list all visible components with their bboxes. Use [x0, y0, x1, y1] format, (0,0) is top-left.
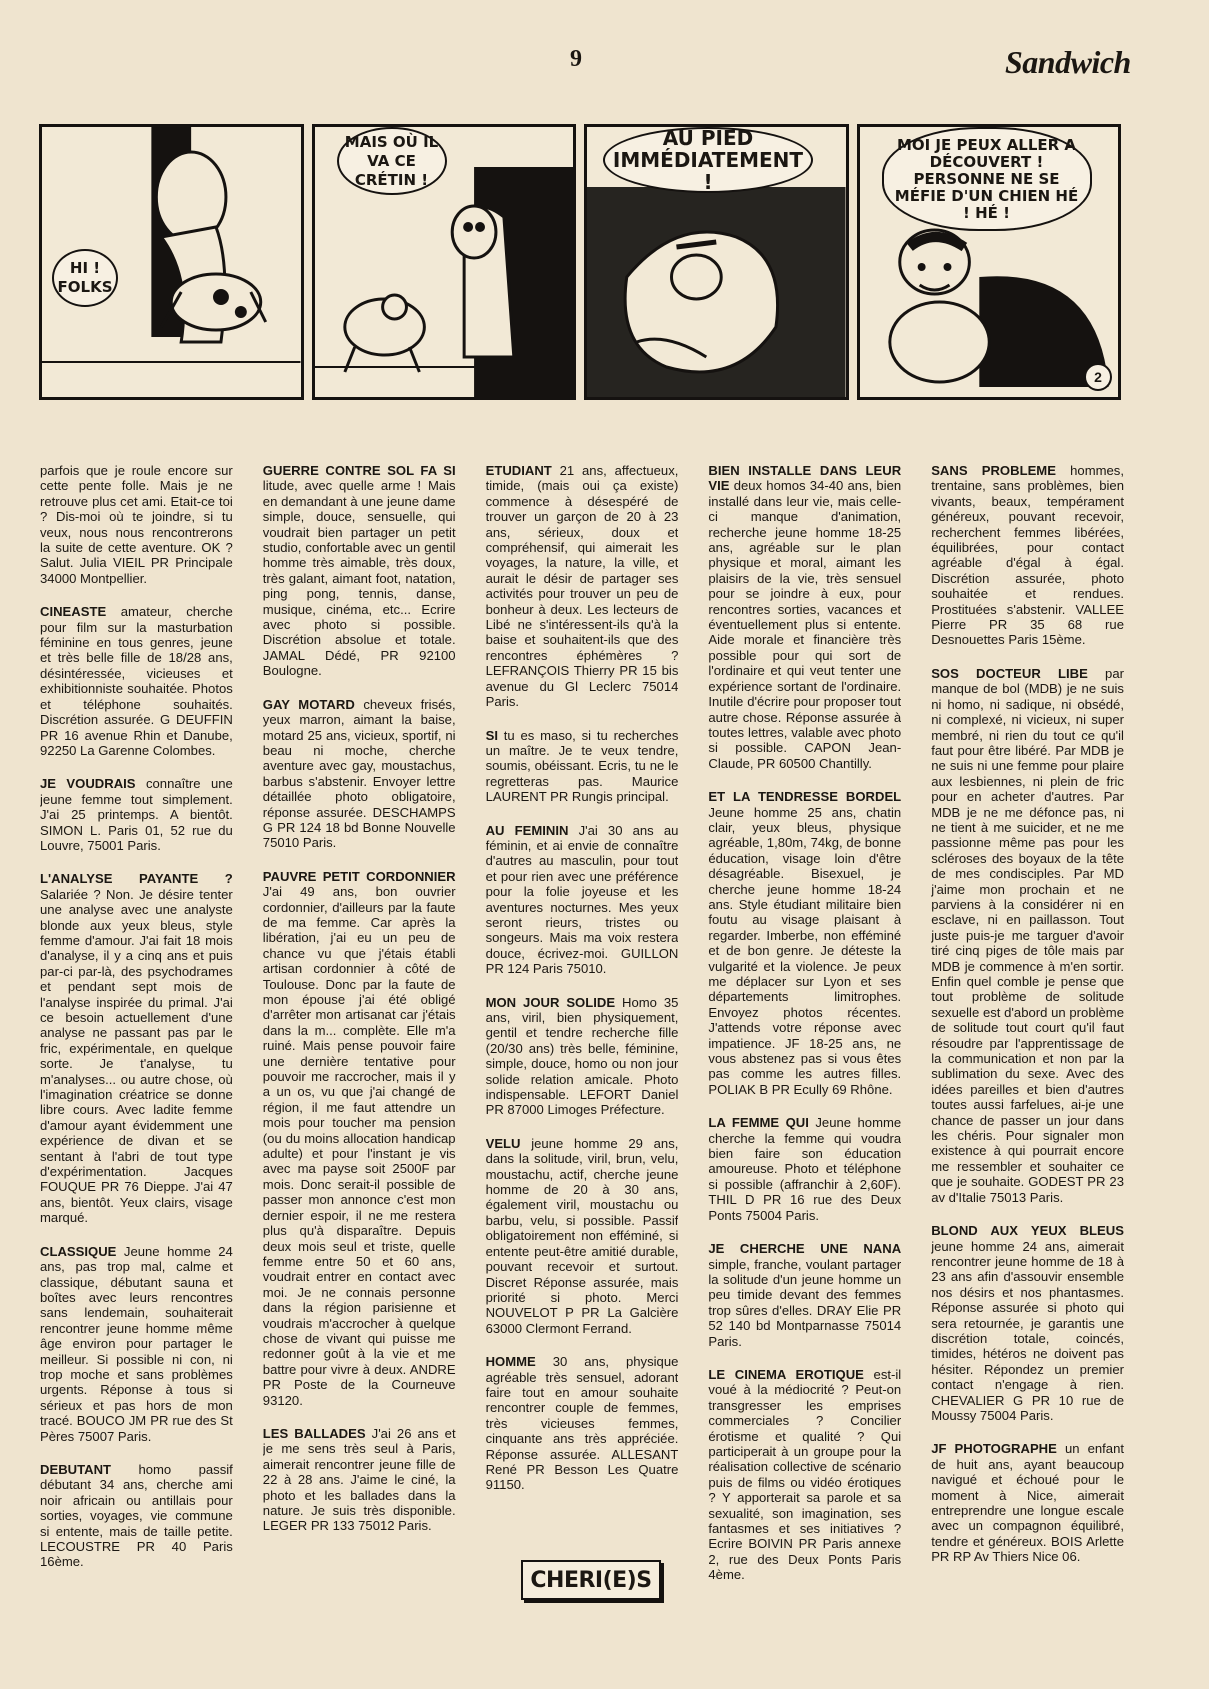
- column-4: [708, 463, 901, 1648]
- comic-panel-3: [584, 124, 849, 400]
- classified-ad: PAUVRE PETIT CORDONNIER J'ai 49 ans, bon ouvrier cordonnier, d'ailleurs par la faute de ma femme. Car après la libération, j'ai eu un peu de chance vu que j'étais établi artisan cordonnier à côté de Toulouse. Donc par la faute de mon épouse j'ai été obligé d'arrêter mon artisanat car j'étais dans la m... complète. Elle m'a ruiné. Mais pense pouvoir faire une dernière tentative pour pouvoir me raccrocher, mais il y a un os, vu que j'ai changé de région, il me faut attendre un mois pour toucher ma pension (ou du moins allocation handicap adulte) et pour l'instant je vis avec ma payse soit 2500F par mois. Donc serait-il possible de passer mon annonce c'est mon dernier espoir, il ne me restera plus qu'à disparaître. Depuis deux mois seul et triste, quelle femme entre 50 et 60 ans, voudrait entrer en contact avec moi. Je ne connais personne dans la région parisienne et voudrais m'accrocher à quelque chose de vivant qui puisse me redonner goût à la vie et me battre pour vivre à deux. ANDRE PR Poste de la Courneuve 93120.: [262, 868, 456, 1408]
- classified-ad: BLOND AUX YEUX BLEUS jeune homme 24 ans, aimerait rencontrer jeune homme de 18 à 23 ans afin d'assouvir ensemble nos désirs et nos phantasmes. Réponse assurée si photo qui sera retournée, je garantis une discrétion totale, coincés, timides, hétéros ne doivent pas hésiter. Répondez un premier contact n'engage à rien. CHEVALIER G PR 10 rue de Moussy 75004 Paris.: [931, 1223, 1124, 1423]
- classified-ad: GUERRE CONTRE SOL FA SI litude, avec quelle arme ! Mais en demandant à une jeune dame simple, douce, sensuelle, qui voudrait bien partager un petit studio, confortable avec un gentil homme très aimable, très doux, très galant, aimant foot, natation, ping pong, tennis, danse, musique, cinéma, etc... Ecrire avec photo si possible. Discrétion absolue et totale. JAMAL Dédé, PR 92100 Boulogne.: [262, 463, 456, 679]
- classified-ad: CINEASTE amateur, cherche pour film sur la masturbation féminine en tous genres, jeune et très belle fille de 18/28 ans, désintéressée, vicieuses et exhibitionniste souhaitée. Photos et téléphone souhaités. Discrétion assurée. G DEUFFIN PR 16 avenue Rhin et Danube, 92250 La Garenne Colombes.: [40, 604, 233, 758]
- column-1: [40, 463, 233, 1648]
- classified-ad: SANS PROBLEME hommes, trentaine, sans problèmes, bien vivants, beaux, tempérament généreux, pouvant recevoir, recherchent femmes libérées, équilibrées, pour contact agréable d'égal à égal. Discrétion assurée, photo souhaitée et rendues. Prostituées s'abstenir. VALLEE Pierre PR 35 68 rue Desnouettes Paris 15ème.: [931, 463, 1124, 648]
- speech-bubble-1: HI ! FOLKS: [52, 249, 118, 307]
- classified-ad: AU FEMININ J'ai 30 ans au féminin, et ai envie de connaître d'autres au masculin, pour tout et pour rien avec une préférence pour la folie joyeuse et les aventures nocturnes. Mes yeux seront rieurs, tristes ou songeurs. Mais ma voix restera douce, écrivez-moi. GUILLON PR 124 Paris 75010.: [485, 822, 679, 977]
- comic-panel-4: [857, 124, 1122, 400]
- classified-ad: SI tu es maso, si tu recherches un maître. Je te veux tendre, soumis, obéissant. Ecris, tu ne le regretteras pas. Maurice LAURENT PR Rungis principal.: [485, 727, 679, 805]
- panel-number: 2: [1084, 363, 1112, 391]
- classified-ad: parfois que je roule encore sur cette pente folle. Mais je ne retrouve plus cet ami. Etait-ce toi ? Dis-moi où te joindre, si tu veux, nous nous rencontrerons la suite de cette aventure. OK ? Salut. Julia VIEIL PR Principale 34000 Montpellier.: [40, 463, 233, 586]
- classified-ad: L'ANALYSE PAYANTE ? Salariée ? Non. Je désire tenter une analyse avec une analyste blonde aux yeux bleus, style femme d'amour. J'ai fait 18 mois d'analyse, il y a cinq ans et puis par-ci par-là, des psychodrames et pendant sept mois de l'analyse inspirée du primal. J'ai ce besoin actuellement d'une analyse ne passant pas par le fric, expérimentale, en quelque sorte. Je t'analyse, tu m'analyses... ou autre chose, où l'imagination créatrice se donne libre cours. Avec ladite femme d'amour ayant évidemment une expérience de divan et se sentant à l'abri de tout type d'expérimentation. Jacques FOUQUE PR 76 Dieppe. J'ai 47 ans, bientôt. Yeux clairs, visage marqué.: [40, 871, 233, 1226]
- classified-ad: HOMME 30 ans, physique agréable très sensuel, adorant faire tout en amour souhaite rencontrer couple de femmes, très vicieuses femmes, cinquante ans très appréciée. Réponse assurée. ALLESANT René PR Besson Les Quatre 91150.: [485, 1354, 679, 1493]
- comic-strip: [39, 124, 1121, 400]
- classified-ad: DEBUTANT homo passif débutant 34 ans, cherche ami noir africain ou antillais pour sorties, voyages, vie commune si entente, mais de taille petite. LECOUSTRE PR 40 Paris 16ème.: [40, 1461, 233, 1570]
- section-label: CHERI(E)S: [521, 1560, 661, 1600]
- classified-ad: SOS DOCTEUR LIBE par manque de bol (MDB) je ne suis ni homo, ni sadique, ni obsédé, ni complexé, ni vicieux, ni super membré, ni rien du tout ce qu'il faut pour être libéré. Par MDB je ne suis ni une femme pour plaire aux lesbiennes, ni plein de fric pour en acheter d'autres. Par MDB je ne me défonce pas, ni ne tient à me suicider, et ne me passionne même pas pour les scléroses des boyaux de la tête de mes condisciples. Par MD j'aime mon prochain et ne parviens à la considérer ni en esclave, ni en paillasson. Tout juste puis-je me targuer d'avoir tiré cinq piges de tôle mais par MDB je commence à m'en sortir. Enfin quel comble je pense que tout problème de solitude sexuelle est d'abord un problème de solitude tout court qu'il faut résoudre par l'apprentissage de la communication et non par la sublimation du sexe. Avec des idées pareilles et bien d'autres toutes aussi farfelues, ai-je une chance de passer un jour dans les chéris. Pour signaler mon existence à qui pourrait encore me ressembler et souhaiter ce que je souhaite. GODEST PR 23 av d'Italie 75013 Paris.: [931, 665, 1124, 1205]
- classified-ad: ETUDIANT 21 ans, affectueux, timide, (mais oui ça existe) commence à désespéré de trouver un garçon de 20 à 23 ans, sérieux, doux et compréhensif, qui aimerait les voyages, la nature, la ville, et aurait le désir de partager ses activités pour trouver un peu de bonheur à deux. Les lecteurs de Libé ne s'intéressent-ils qu'à la baise et souhaitent-ils que des rencontres éphémères ? LEFRANÇOIS Thierry PR 15 bis avenue du Gl Leclerc 75014 Paris.: [485, 463, 679, 710]
- speech-bubble-4: MOI JE PEUX ALLER A DÉCOUVERT ! PERSONNE NE SE MÉFIE D'UN CHIEN HÉ ! HÉ !: [882, 127, 1092, 231]
- classified-ad: JE VOUDRAIS connaître une jeune femme tout simplement. J'ai 25 printemps. A bientôt. SIMON L. Paris 01, 52 rue du Louvre, 75001 Paris.: [40, 776, 233, 853]
- classified-ad: GAY MOTARD cheveux frisés, yeux marron, aimant la baise, motard 25 ans, vicieux, sportif, ni beau ni moche, cherche aventure avec gay, moustachus, barbus s'abstenir. Envoyer lettre détaillée photo obligatoire, réponse assurée. DESCHAMPS G PR 124 18 bd Bonne Nouvelle 75010 Paris.: [262, 696, 456, 851]
- comic-panel-1: [39, 124, 304, 400]
- classified-ad: LA FEMME QUI Jeune homme cherche la femme qui voudra bien faire son éducation amoureuse. Photo et téléphone si possible (affranchir à 2,60F). THIL D PR 16 rue des Deux Ponts 75004 Paris.: [708, 1115, 902, 1223]
- classified-ad: LE CINEMA EROTIQUE est-il voué à la médiocrité ? Peut-on transgresser les emprises commerciales ? Concilier érotisme et qualité ? Qui participerait à un groupe pour la réalisation collective de scénario puis de films ou vidéo érotiques ? Y apporterait sa parole et sa sexualité, son imagination, ses fantasmes et ses initiatives ? Ecrire BOIVIN PR Paris annexe 2, rue des Deux Ponts Paris 4ème.: [708, 1366, 902, 1583]
- classified-columns: [40, 463, 1124, 1648]
- classified-ad: ET LA TENDRESSE BORDEL Jeune homme 25 ans, chatin clair, yeux bleus, physique agréable, 1,80m, 74kg, de bonne éducation, visage loin d'être désagréable. Bisexuel, je cherche jeune homme 18-24 ans. Style étudiant militaire bien foutu au visage plaisant à regarder. Imberbe, non efféminé et de bon genre. Je déteste la vulgarité et la violence. Je peux me déplacer sur Lyon et ses départements limitrophes. Envoyez photos récentes. J'attends votre réponse avec impatience. JF 18-25 ans, ne vous abstenez pas si vous êtes pas comme les autres filles. POLIAK B PR Ecully 69 Rhône.: [708, 789, 902, 1097]
- classified-ad: LES BALLADES J'ai 26 ans et je me sens très seul à Paris, aimerait rencontrer jeune fille de 22 à 28 ans. J'aime le ciné, la photo et les ballades dans la nature. Je suis très disponible. LEGER PR 133 75012 Paris.: [262, 1425, 456, 1534]
- classified-ad: MON JOUR SOLIDE Homo 35 ans, viril, bien physiquement, gentil et tendre recherche fille (20/30 ans) très belle, féminine, simple, douce, homo ou non jour solide relation amicale. Photo indispensable. LEFORT Daniel PR 87000 Limoges Préfecture.: [485, 994, 679, 1118]
- speech-bubble-3: AU PIED IMMÉDIATEMENT !: [603, 127, 813, 193]
- column-5: [931, 463, 1124, 1648]
- classified-ad: JF PHOTOGRAPHE un enfant de huit ans, ayant beaucoup navigué et échoué pour le moment à Nice, aimerait entreprendre une longue escale avec un compagnon équilibré, tendre et généreux. BOIS Arlette PR RP Av Thiers Nice 06.: [931, 1441, 1124, 1565]
- speech-bubble-2: MAIS OÙ IL VA CE CRÉTIN !: [337, 127, 447, 195]
- classified-ad: BIEN INSTALLE DANS LEUR VIE deux homos 34-40 ans, bien installé dans leur vie, mais celle-ci manque d'animation, recherche jeune homme 18-25 ans, agréable sur le plan physique et moral, aimant les plaisirs de la vie, très sensuel pour se joindre à eux, pour rencontres sorties, vacances et éventuellement plus si entente. Aide morale et financière très possible pour qui sort de l'ordinaire et qui veut tenter une expérience sortant de l'ordinaire. Inutile d'écrire pour proposer tout autre chose. Réponse assurée à toutes lettres, valable avec photo si possible. CAPON Jean-Claude, PR 60500 Chantilly.: [708, 463, 902, 771]
- column-3: [486, 463, 679, 1648]
- comic-panel-2: [312, 124, 577, 400]
- classified-ad: JE CHERCHE UNE NANA simple, franche, voulant partager la solitude d'un jeune homme un peu timide devant des femmes trop sûres d'elles. DRAY Elie PR 52 140 bd Montparnasse 75014 Paris.: [708, 1241, 902, 1349]
- page-number: 9: [570, 46, 582, 72]
- classified-ad: VELU jeune homme 29 ans, dans la solitude, viril, brun, velu, moustachu, actif, cherche jeune homme de 20 à 30 ans, également viril, moustachu ou barbu, velu, si possible. Passif obligatoirement non efféminé, si entente peut-être amitié durable, pouvant recevoir et surtout. Discret Réponse assurée, mais priorité si photo. Merci NOUVELOT P PR La Galcière 63000 Clermont Ferrand.: [485, 1135, 679, 1336]
- classified-ad: CLASSIQUE Jeune homme 24 ans, pas trop mal, calme et classique, débutant sauna et boîtes avec leurs rencontres sans lendemain, souhaiterait rencontrer jeune homme même âge environ pour partager le meilleur. Si possible ni con, ni trop moche et sans problèmes urgents. Réponse à tous si sérieux et pas hors de mon tracé. BOUCO JM PR rue des St Pères 75007 Paris.: [40, 1243, 233, 1444]
- column-2: [263, 463, 456, 1648]
- masthead-logo: Sandwich: [1005, 44, 1131, 80]
